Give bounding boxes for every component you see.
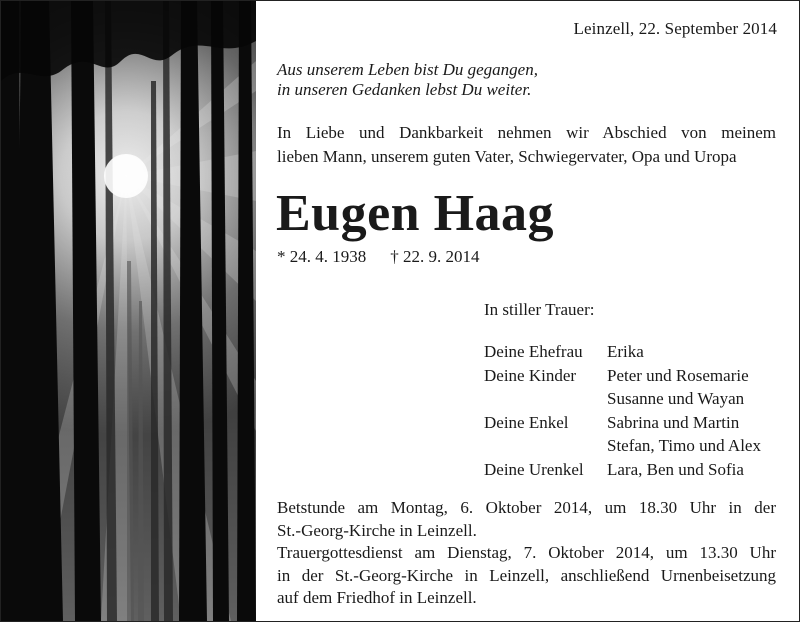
mourner-row bbox=[484, 364, 761, 410]
mourner-names: Peter und Rosemarie bbox=[607, 366, 749, 385]
service-line: in der St.-Georg-Kirche in Leinzell, anschließend Urnenbeisetzung bbox=[277, 565, 776, 585]
life-dates bbox=[277, 247, 480, 267]
mourner-role: Deine Urenkel bbox=[484, 460, 584, 479]
mourner-names: Stefan, Timo und Alex bbox=[607, 436, 761, 455]
service-line: Trauergottesdienst am Dienstag, 7. Oktober 2014, um 13.30 Uhr bbox=[277, 543, 776, 562]
poem-line: Aus unserem Leben bist Du gegangen, bbox=[277, 60, 538, 79]
intro-text bbox=[277, 121, 776, 169]
death-date: † 22. 9. 2014 bbox=[390, 247, 480, 266]
mourners-list bbox=[484, 340, 761, 482]
mourner-names: Erika bbox=[607, 342, 644, 361]
service-line: Betstunde am Montag, 6. Oktober 2014, um 18.30 Uhr in der bbox=[277, 498, 776, 517]
poem-verse bbox=[277, 60, 538, 100]
birth-date: * 24. 4. 1938 bbox=[277, 247, 367, 266]
intro-line: In Liebe und Dankbarkeit nehmen wir Abschied von meinem bbox=[277, 123, 776, 142]
intro-line: lieben Mann, unserem guten Vater, Schwiegervater, Opa und Uropa bbox=[277, 147, 737, 166]
deceased-name: Eugen Haag bbox=[276, 185, 555, 242]
mourner-role: Deine Ehefrau bbox=[484, 342, 583, 361]
service-info bbox=[277, 497, 776, 610]
mourner-names: Susanne und Wayan bbox=[607, 389, 745, 408]
mourner-row bbox=[484, 411, 761, 457]
mourners-title: In stiller Trauer: bbox=[484, 300, 595, 319]
mourner-names: Lara, Ben und Sofia bbox=[607, 460, 744, 479]
poem-line: in unseren Gedanken lebst Du weiter. bbox=[277, 80, 532, 99]
mourner-row bbox=[484, 340, 761, 363]
forest-sunbeams-image bbox=[1, 1, 256, 621]
service-line: auf dem Friedhof in Leinzell. bbox=[277, 588, 477, 607]
mourner-role: Deine Kinder bbox=[484, 366, 577, 385]
mourner-row bbox=[484, 458, 761, 481]
mourner-role: Deine Enkel bbox=[484, 413, 569, 432]
mourner-names: Sabrina und Martin bbox=[607, 413, 740, 432]
place-date: Leinzell, 22. September 2014 bbox=[573, 19, 777, 38]
service-line: St.-Georg-Kirche in Leinzell. bbox=[277, 520, 477, 540]
